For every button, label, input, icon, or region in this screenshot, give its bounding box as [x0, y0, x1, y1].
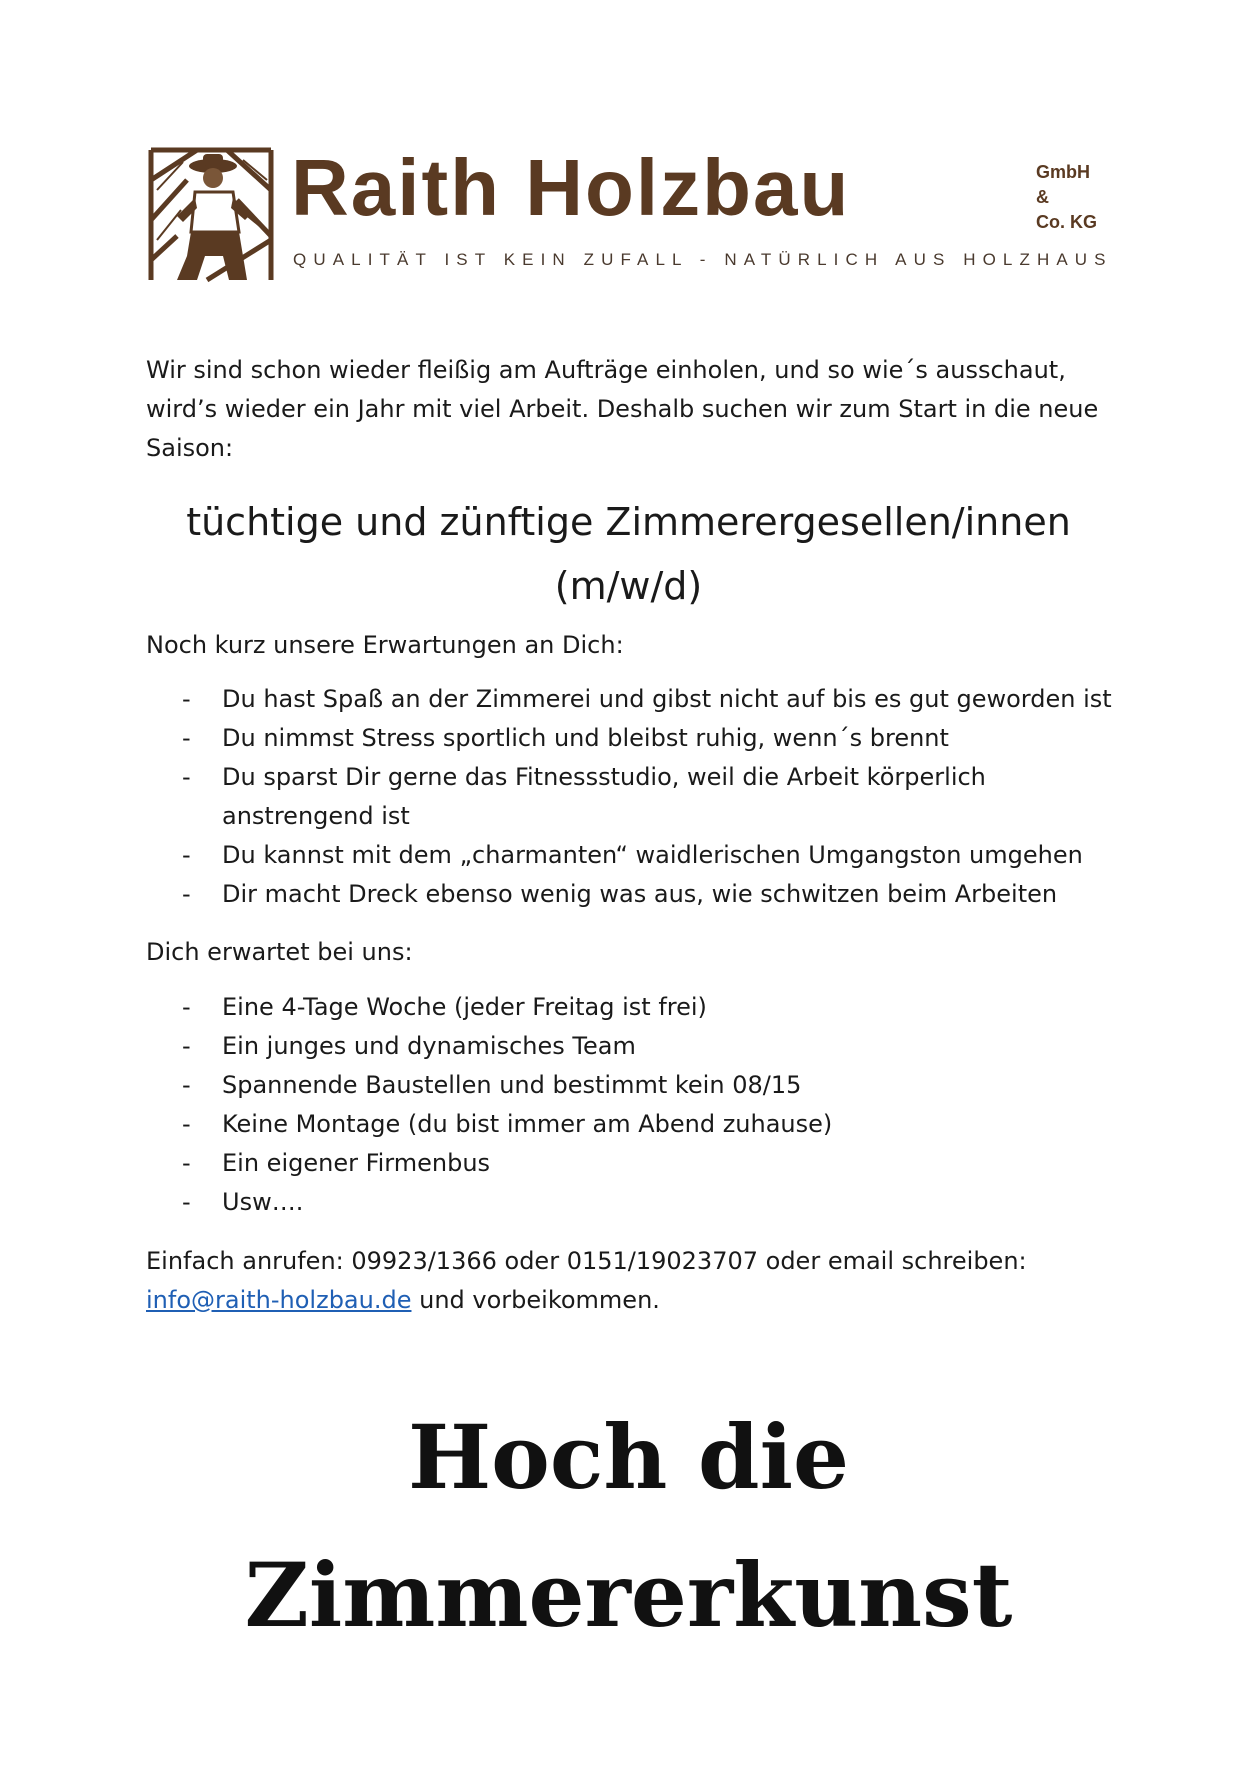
bullet-dash: - — [182, 1188, 191, 1216]
bullet-dash: - — [182, 1032, 191, 1060]
list-item: - Eine 4-Tage Woche (jeder Freitag ist frei) — [146, 988, 1116, 1027]
company-legal-form — [1036, 160, 1097, 235]
closing-line-1: Hoch die — [408, 1405, 849, 1509]
expectations-heading: Noch kurz unsere Erwartungen an Dich: — [146, 631, 624, 659]
contact-suffix: und vorbeikommen. — [411, 1286, 660, 1314]
bullet-dash: - — [182, 685, 191, 713]
carpenter-emblem-icon — [147, 140, 275, 286]
bullet-dash: - — [182, 1071, 191, 1099]
bullet-dash: - — [182, 1149, 191, 1177]
legal-line-gmbh: GmbH — [1036, 162, 1090, 182]
legal-line-ampersand: & — [1036, 187, 1049, 207]
intro-paragraph: Wir sind schon wieder fleißig am Aufträge einholen, und so wie´s ausschaut, wird’s wieder ein Jahr mit viel Arbeit. Deshalb suchen wir zum Start in die neue Saison: — [146, 356, 1099, 462]
company-name: Raith Holzbau — [291, 143, 851, 232]
list-item: - Du kannst mit dem „charmanten“ waidlerischen Umgangston umgehen — [146, 836, 1116, 875]
offers-list — [146, 988, 1116, 1222]
contact-text: Einfach anrufen: 09923/1366 oder 0151/19023707 oder email schreiben: — [146, 1247, 1027, 1275]
list-item: - Du hast Spaß an der Zimmerei und gibst nicht auf bis es gut geworden ist — [146, 680, 1116, 719]
closing-line-2: Zimmererkunst — [244, 1543, 1013, 1647]
gender-note: (m/w/d) — [554, 564, 703, 608]
list-item: - Du nimmst Stress sportlich und bleibst ruhig, wenn´s brennt — [146, 719, 1116, 758]
bullet-dash: - — [182, 763, 191, 791]
list-item: - Keine Montage (du bist immer am Abend zuhause) — [146, 1105, 1116, 1144]
bullet-dash: - — [182, 1110, 191, 1138]
email-link[interactable]: info@raith-holzbau.de — [146, 1286, 412, 1314]
expectations-list — [146, 680, 1116, 914]
bullet-dash: - — [182, 880, 191, 908]
bullet-dash: - — [182, 724, 191, 752]
list-item: - Usw…. — [146, 1183, 1116, 1222]
company-tagline: QUALITÄT IST KEIN ZUFALL - NATÜRLICH AUS HOLZHAUS — [293, 250, 1113, 269]
bullet-dash: - — [182, 841, 191, 869]
list-item: - Spannende Baustellen und bestimmt kein 08/15 — [146, 1066, 1116, 1105]
list-item: - Du sparst Dir gerne das Fitnessstudio, weil die Arbeit körperlich anstrengend ist — [146, 758, 1116, 836]
offers-heading: Dich erwartet bei uns: — [146, 938, 413, 966]
list-item: - Ein junges und dynamisches Team — [146, 1027, 1116, 1066]
list-item: - Dir macht Dreck ebenso wenig was aus, wie schwitzen beim Arbeiten — [146, 875, 1116, 914]
company-logo — [147, 138, 1113, 288]
bullet-dash: - — [182, 993, 191, 1021]
job-headline — [146, 490, 1111, 618]
contact-paragraph — [146, 1242, 1116, 1320]
legal-line-cokg: Co. KG — [1036, 212, 1097, 232]
job-title: tüchtige und zünftige Zimmerergesellen/innen — [186, 500, 1071, 544]
list-item: - Ein eigener Firmenbus — [146, 1144, 1116, 1183]
closing-slogan — [146, 1388, 1111, 1664]
